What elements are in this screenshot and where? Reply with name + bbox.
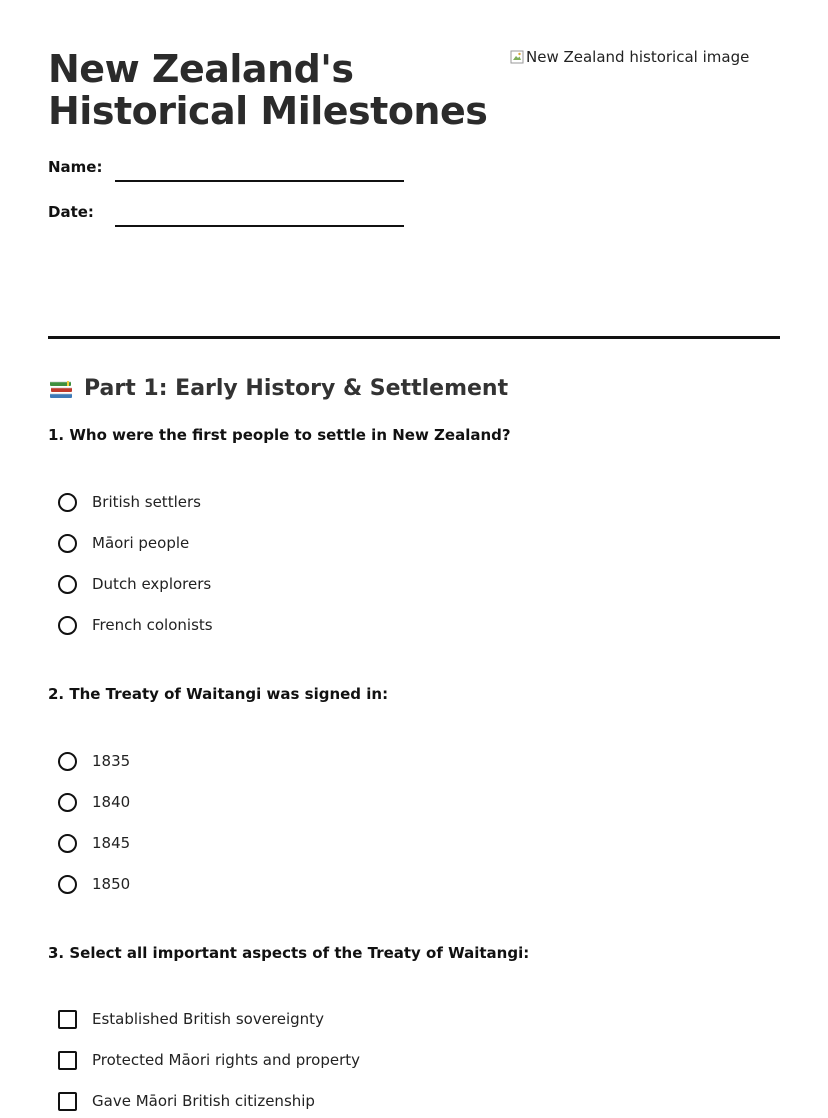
option-label: 1850	[92, 875, 131, 893]
title-line-1: New Zealand's	[48, 47, 354, 91]
answer-option-radio[interactable]	[58, 872, 130, 896]
answer-option-radio[interactable]	[58, 531, 189, 555]
radio-button[interactable]	[58, 752, 77, 771]
question-3	[48, 944, 780, 1118]
name-label: Name:	[48, 158, 103, 176]
checkbox[interactable]	[58, 1051, 77, 1070]
header-divider	[48, 336, 780, 339]
worksheet-header	[48, 0, 780, 340]
section-title	[48, 372, 508, 404]
question-text: 1. Who were the first people to settle in New Zealand?	[48, 426, 511, 444]
option-label: Dutch explorers	[92, 575, 212, 593]
option-label: Protected Māori rights and property	[92, 1051, 360, 1069]
answer-option-radio[interactable]	[58, 490, 201, 514]
option-label: French colonists	[92, 616, 213, 634]
question-2	[48, 685, 780, 905]
option-label: 1845	[92, 834, 131, 852]
answer-option-radio[interactable]	[58, 790, 130, 814]
answer-option-radio[interactable]	[58, 749, 130, 773]
answer-option-checkbox[interactable]	[58, 1048, 360, 1072]
section-title-text: Part 1: Early History & Settlement	[84, 375, 509, 401]
broken-image-icon	[510, 50, 524, 64]
answer-option-radio[interactable]	[58, 572, 211, 596]
radio-button[interactable]	[58, 793, 77, 812]
option-label: 1840	[92, 793, 131, 811]
worksheet-page	[48, 0, 780, 1110]
option-label: Māori people	[92, 534, 190, 552]
option-label: Gave Māori British citizenship	[92, 1092, 315, 1110]
question-text: 3. Select all important aspects of the Treaty of Waitangi:	[48, 944, 530, 962]
date-field-row	[48, 203, 408, 225]
question-1	[48, 426, 780, 646]
name-field[interactable]	[115, 180, 404, 182]
title-line-2: Historical Milestones	[48, 89, 488, 133]
option-label: 1835	[92, 752, 131, 770]
radio-button[interactable]	[58, 534, 77, 553]
page-title	[48, 48, 488, 132]
answer-option-checkbox[interactable]	[58, 1007, 324, 1031]
date-field[interactable]	[115, 225, 404, 227]
radio-button[interactable]	[58, 616, 77, 635]
header-image-alt-text: New Zealand historical image	[526, 48, 750, 66]
name-field-row	[48, 158, 408, 180]
header-image-placeholder	[510, 48, 770, 76]
date-label: Date:	[48, 203, 94, 221]
books-icon	[48, 375, 74, 401]
checkbox[interactable]	[58, 1010, 77, 1029]
answer-option-checkbox[interactable]	[58, 1089, 315, 1113]
checkbox[interactable]	[58, 1092, 77, 1111]
radio-button[interactable]	[58, 575, 77, 594]
option-label: Established British sovereignty	[92, 1010, 324, 1028]
radio-button[interactable]	[58, 834, 77, 853]
answer-option-radio[interactable]	[58, 831, 130, 855]
answer-option-radio[interactable]	[58, 613, 213, 637]
option-label: British settlers	[92, 493, 201, 511]
radio-button[interactable]	[58, 493, 77, 512]
radio-button[interactable]	[58, 875, 77, 894]
question-text: 2. The Treaty of Waitangi was signed in:	[48, 685, 389, 703]
